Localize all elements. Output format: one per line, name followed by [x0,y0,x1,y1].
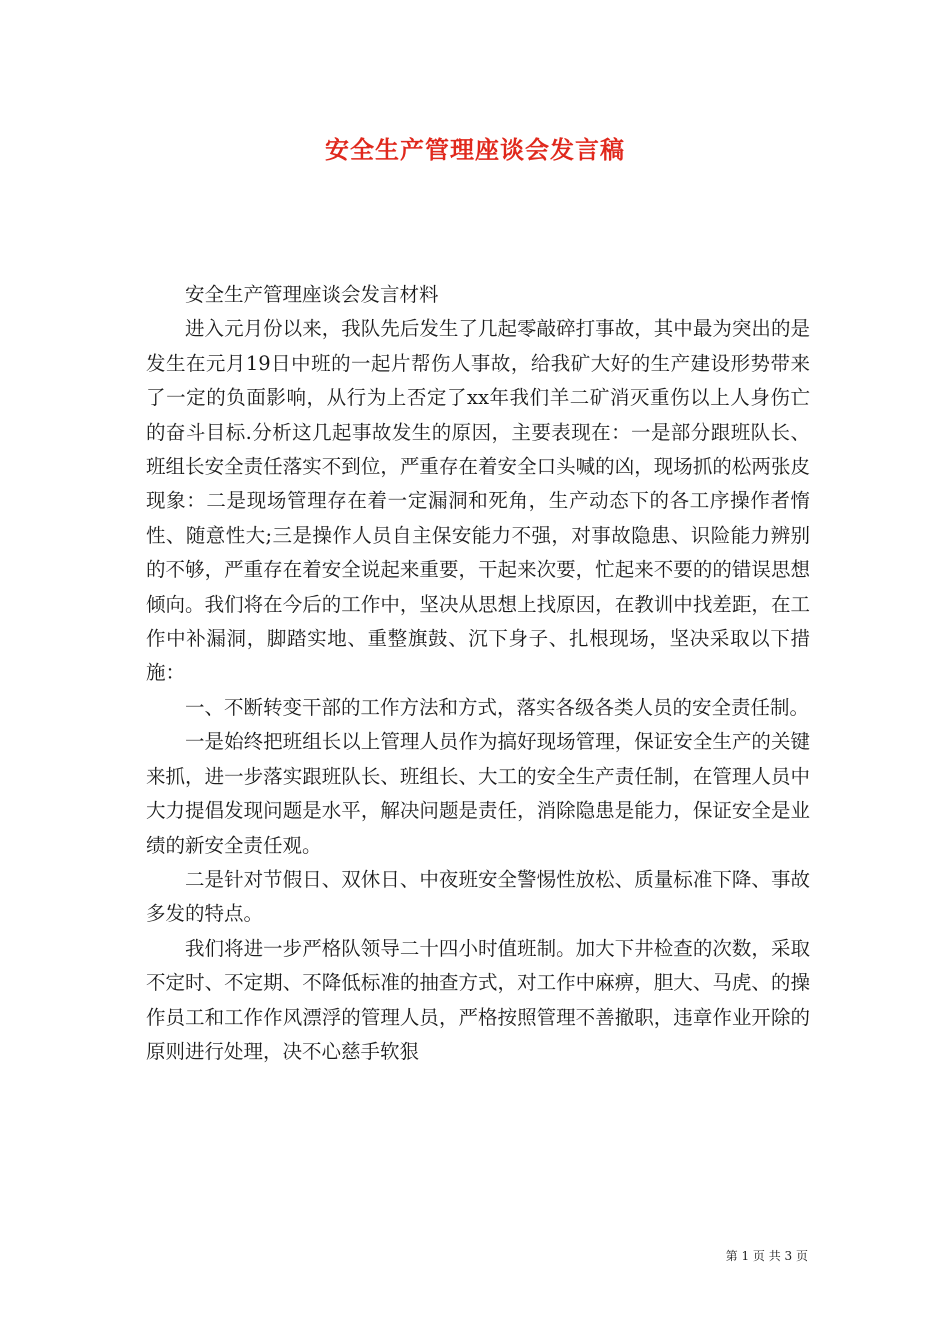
document-title: 安全生产管理座谈会发言稿 [325,135,625,164]
paragraph-point-two: 二是针对节假日、双休日、中夜班安全警惕性放松、质量标准下降、事故多发的特点。 [146,867,810,926]
paragraph-measure-one: 一、不断转变干部的工作方法和方式，落实各级各类人员的安全责任制。 [185,695,810,719]
document-body [146,278,810,1069]
paragraph-intro: 进入元月份以来，我队先后发生了几起零敲碎打事故，其中最为突出的是发生在元月19日中班的一起片帮伤人事故，给我矿大好的生产建设形势带来了一定的负面影响，从行为上否定了xx年我们羊二矿消灭重伤以上人身伤亡的奋斗目标.分析这几起事故发生的原因，主要表现在：一是部分跟班队长、班组长安全责任落实不到位，严重存在着安全口头喊的凶，现场抓的松两张皮现象：二是现场管理存在着一定漏洞和死角，生产动态下的各工序操作者惰性、随意性大;三是操作人员自主保安能力不强，对事故隐患、识险能力辨别的不够，严重存在着安全说起来重要，干起来次要，忙起来不要的的错误思想倾向。我们将在今后的工作中，坚决从思想上找原因，在教训中找差距，在工作中补漏洞，脚踏实地、重整旗鼓、沉下身子、扎根现场，坚决采取以下措施： [146,317,810,685]
paragraph-subtitle: 安全生产管理座谈会发言材料 [185,283,439,306]
paragraph-duty-system: 我们将进一步严格队领导二十四小时值班制。加大下井检查的次数，采取不定时、不定期、不降低标准的抽查方式，对工作中麻痹，胆大、马虎、的操作员工和工作作风漂浮的管理人员，严格按照管理不善撤职，违章作业开除的原则进行处理，决不心慈手软狠 [146,936,810,1063]
paragraph-point-one: 一是始终把班组长以上管理人员作为搞好现场管理，保证安全生产的关键来抓，进一步落实跟班队长、班组长、大工的安全生产责任制，在管理人员中大力提倡发现问题是水平，解决问题是责任，消除隐患是能力，保证安全是业绩的新安全责任观。 [146,730,810,857]
page-number: 第 1 页 共 3 页 [725,1249,808,1263]
